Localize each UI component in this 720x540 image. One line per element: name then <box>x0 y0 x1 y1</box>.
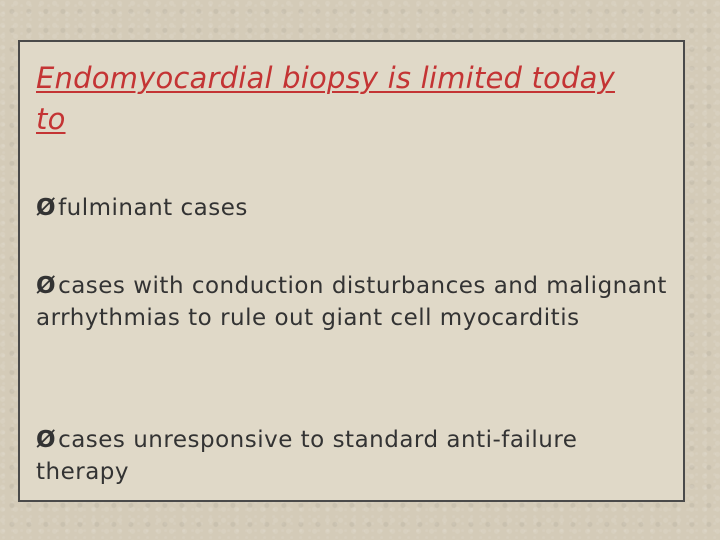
bullet-arrow-icon: Ø <box>36 195 57 221</box>
bullet-text-2: cases with conduction disturbances and malignant arrhythmias to rule out giant cell myocarditis <box>36 273 667 331</box>
bullet-text-3: cases unresponsive to standard anti-failure therapy <box>36 427 578 485</box>
slide-title <box>36 58 676 140</box>
bullet-arrow-icon: Ø <box>36 427 57 453</box>
bullet-text-1: fulminant cases <box>58 195 248 221</box>
bullet-item-2 <box>36 270 676 334</box>
slide-title-line-1: Endomyocardial biopsy is limited today <box>36 61 615 95</box>
bullet-item-3 <box>36 424 676 488</box>
slide-frame <box>18 40 685 502</box>
bullet-item-1 <box>36 192 676 224</box>
slide-title-line-2: to <box>36 102 66 136</box>
bullet-arrow-icon: Ø <box>36 273 57 299</box>
